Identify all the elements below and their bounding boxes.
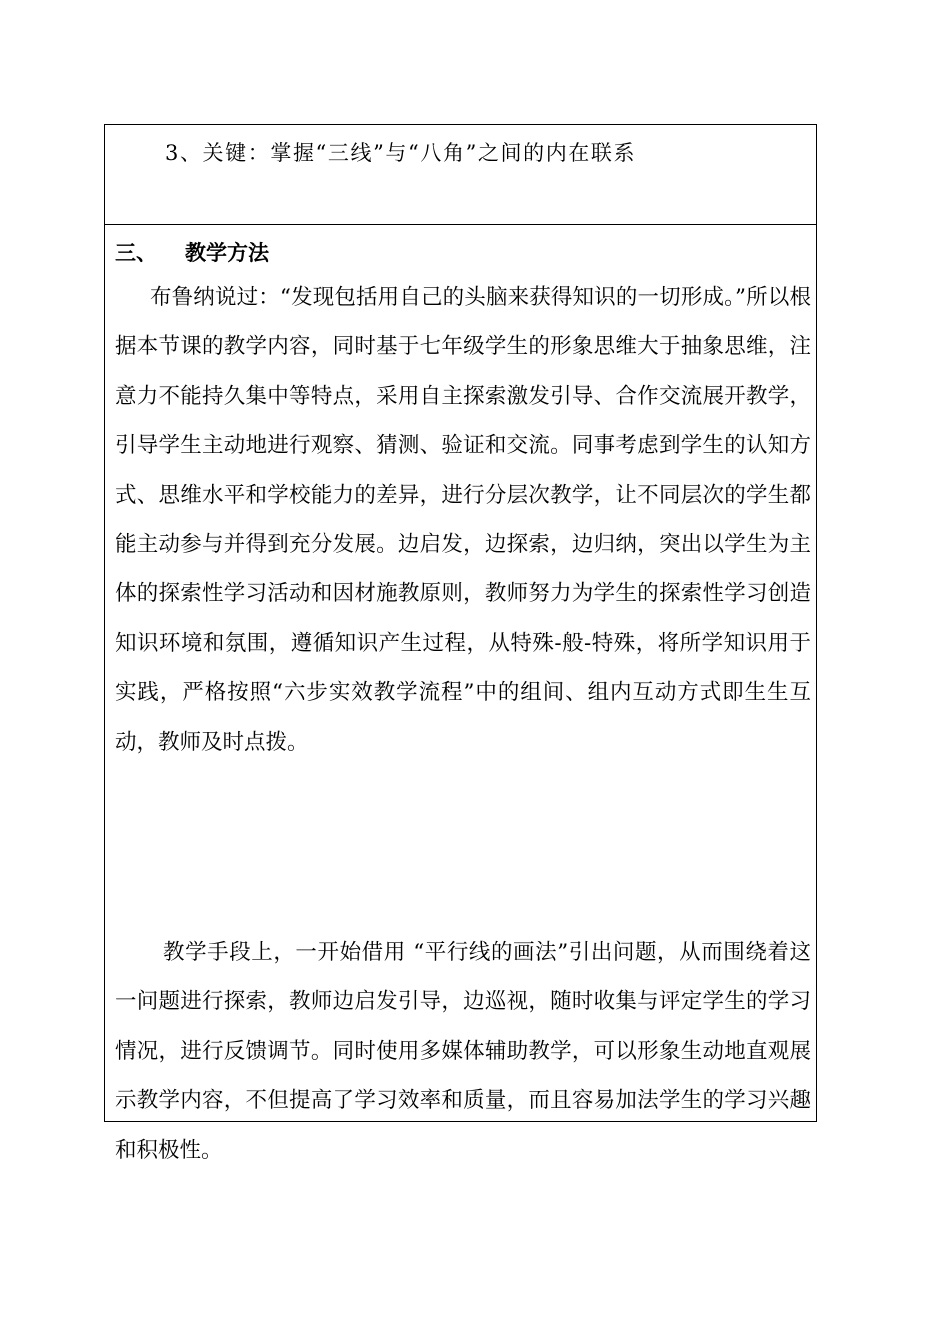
section-title: 教学方法 — [185, 240, 269, 265]
table-row-key-point — [105, 125, 816, 225]
table-row-teaching-method — [105, 225, 816, 1163]
section-heading — [115, 237, 269, 267]
section-number: 三、 — [115, 240, 157, 265]
document-table — [104, 124, 817, 1163]
paragraph-method: 布鲁纳说过：“发现包括用自己的头脑来获得知识的一切形成。”所以根据本节课的教学内容，同时基于七年级学生的形象思维大于抽象思维，注意力不能持久集中等特点，采用自主探索激发引导、合作交流展开教学，引导学生主动地进行观察、猜测、验证和交流。同事考虑到学生的认知方式、思维水平和学校能力的差异，进行分层次教学，让不同层次的学生都能主动参与并得到充分发展。边启发，边探索，边归纳，突出以学生为主体的探索性学习活动和因材施教原则，教师努力为学生的探索性学习创造知识环境和氛围，遵循知识产生过程，从特殊-般-特殊，将所学知识用于实践，严格按照“六步实效教学流程”中的组间、组内互动方式即生生互动，教师及时点拨。 — [115, 285, 811, 755]
key-point-text: 3、关键：掌握“三线”与“八角”之间的内在联系 — [165, 141, 637, 165]
paragraph-means: 教学手段上，一开始借用 “平行线的画法”引出问题，从而围绕着这一问题进行探索，教师边启发引导，边巡视，随时收集与评定学生的学习情况，进行反馈调节。同时使用多媒体辅助教学，可以形象生动地直观展示教学内容，不但提高了学习效率和质量，而且容易加法学生的学习兴趣和积极性。 — [115, 940, 811, 1163]
